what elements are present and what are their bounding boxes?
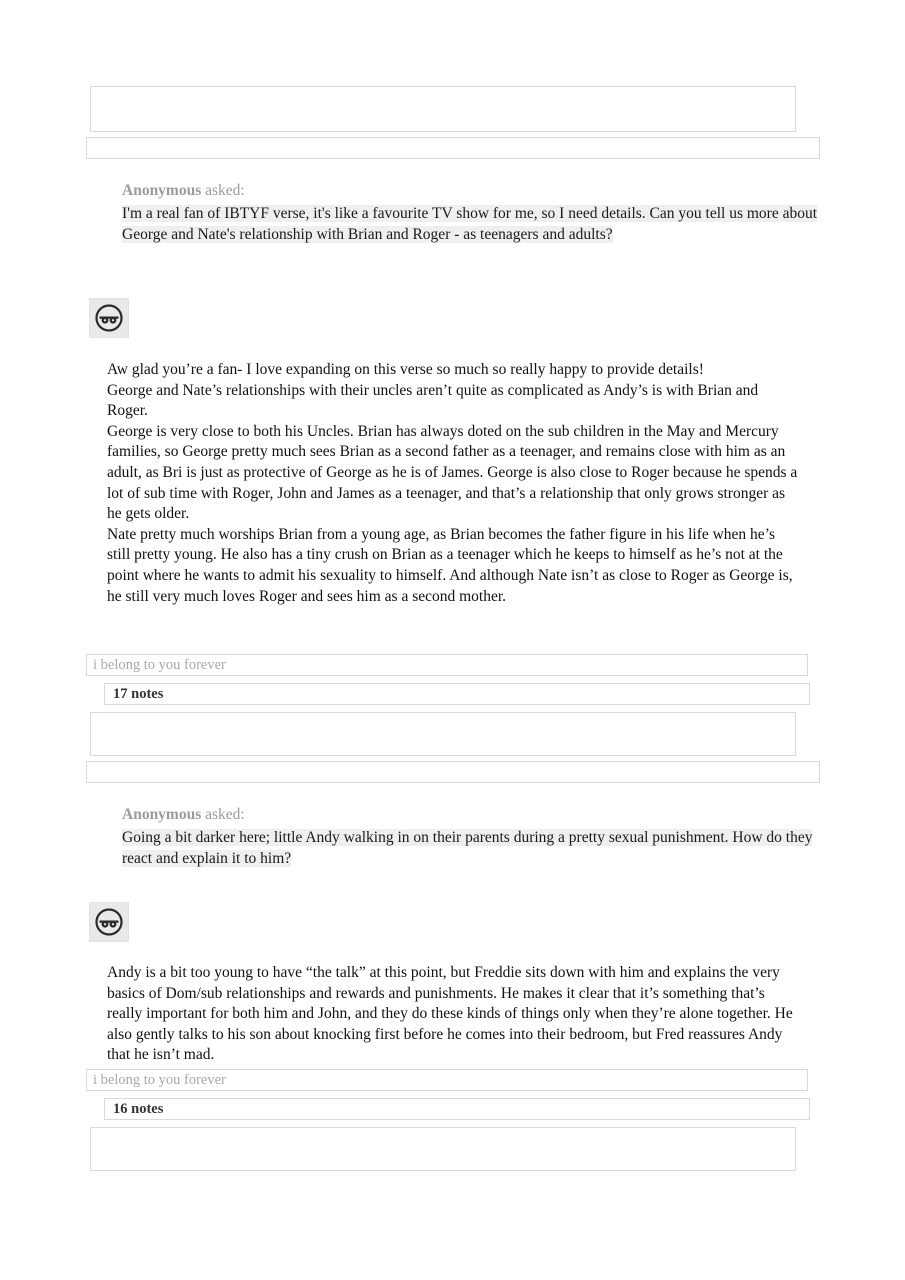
ask-verb: asked: — [205, 806, 245, 823]
source-blog-label: i belong to you forever — [93, 1071, 226, 1088]
answer-paragraph: George and Nate’s relationships with their uncles aren’t quite as complicated as Andy’s is with Brian and Roger. — [107, 381, 759, 420]
avatar[interactable] — [89, 902, 129, 942]
avatar[interactable] — [89, 298, 129, 338]
answer-paragraph: Aw glad you’re a fan- I love expanding on this verse so much so really happy to provide details! — [107, 361, 704, 378]
ask-question-text: I'm a real fan of IBTYF verse, it's like a favourite TV show for me, so I need details. Can you tell us more about George and Nate's relationship with Brian and Roger - as teenagers and adults? — [122, 205, 818, 243]
ask-question-1 — [122, 203, 822, 245]
answer-body-2 — [107, 963, 799, 1066]
post-meta-bar-1 — [86, 137, 820, 159]
post-header-card-1 — [90, 86, 796, 132]
ask-asker-name: Anonymous — [122, 182, 202, 199]
post-footer-card-2 — [90, 1127, 796, 1171]
ask-attribution-1 — [122, 180, 822, 201]
notes-bar-1[interactable] — [104, 683, 810, 705]
answer-paragraph: Nate pretty much worships Brian from a young age, as Brian becomes the father figure in his life when he’s still pretty young. He also has a tiny crush on Brian as a teenager which he keeps to himself as he’s not at the point where he wants to admit his sexuality to himself. And although Nate isn’t as close to Roger as George is, he still very much loves Roger and sees him as a second mother. — [107, 525, 793, 605]
ask-question-2 — [122, 827, 822, 869]
source-blog-label: i belong to you forever — [93, 656, 226, 673]
ask-verb: asked: — [205, 182, 245, 199]
answer-paragraph: Andy is a bit too young to have “the talk” at this point, but Freddie sits down with him and explains the very basics of Dom/sub relationships and rewards and punishments. He makes it clear that it’s something that’s really important for both him and John, and they do these kinds of things only when they’re alone together. He also gently talks to his son about knocking first before he comes into their bedroom, but Fred reassures Andy that he isn’t mad. — [107, 964, 793, 1064]
ask-attribution-2 — [122, 804, 822, 825]
answer-paragraph: George is very close to both his Uncles. Brian has always doted on the sub children in the May and Mercury families, so George pretty much sees Brian as a second father as a teenager, and remains close with him as an adult, as Bri is just as protective of George as he is of James. George is also close to Roger because he spends a lot of sub time with Roger, John and James as a teenager, and that’s a relationship that only grows stronger as he gets older. — [107, 422, 798, 523]
sunglasses-avatar-icon — [95, 908, 123, 936]
post-footer-card-1 — [90, 712, 796, 756]
ask-block-2 — [122, 804, 822, 869]
source-blog-bar-2[interactable] — [86, 1069, 808, 1091]
answer-body-1 — [107, 360, 799, 607]
ask-question-text: Going a bit darker here; little Andy walking in on their parents during a pretty sexual punishment. How do they react and explain it to him? — [122, 829, 813, 867]
notes-count-label: 17 notes — [113, 685, 164, 702]
source-blog-bar-1[interactable] — [86, 654, 808, 676]
ask-asker-name: Anonymous — [122, 806, 202, 823]
notes-bar-2[interactable] — [104, 1098, 810, 1120]
post-meta-bar-2 — [86, 761, 820, 783]
sunglasses-avatar-icon — [95, 304, 123, 332]
notes-count-label: 16 notes — [113, 1100, 164, 1117]
ask-block-1 — [122, 180, 822, 245]
